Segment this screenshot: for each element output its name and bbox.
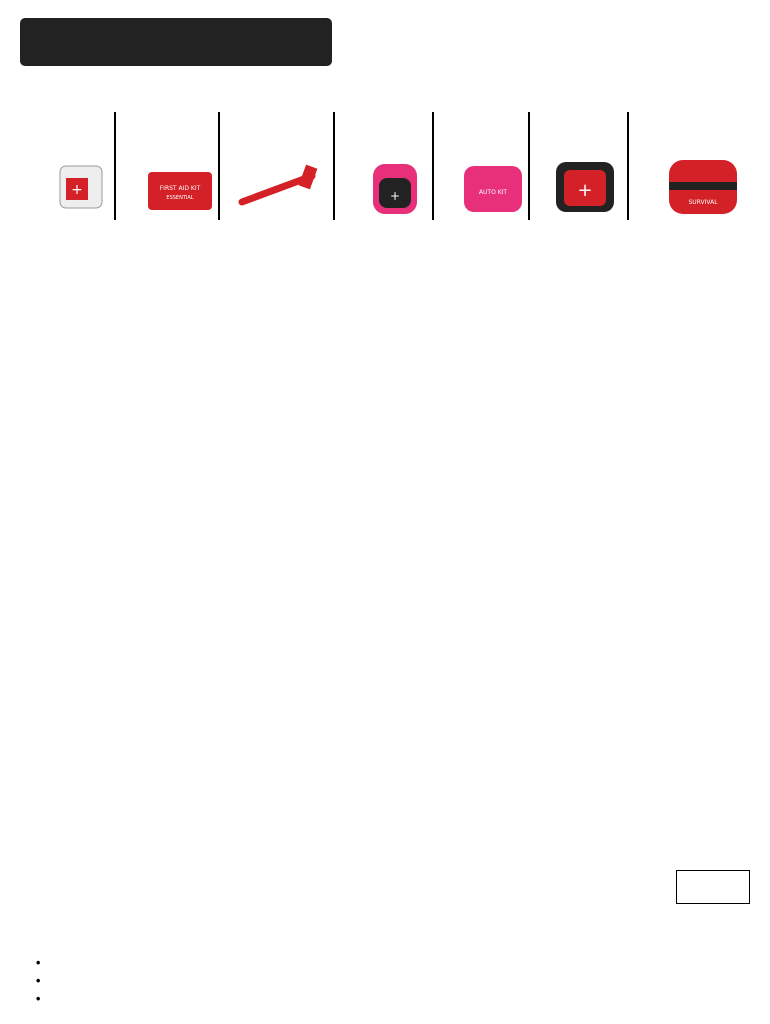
- svg-text:+: +: [389, 189, 401, 203]
- firstaid-logo: [534, 930, 756, 932]
- teacher-name-field[interactable]: [100, 272, 356, 296]
- svg-text:AUTO KIT: AUTO KIT: [478, 189, 508, 196]
- bullet-2: •: [36, 974, 48, 988]
- bullet-1: •: [36, 956, 48, 970]
- bullet-3: •: [36, 992, 48, 1006]
- svg-text:+: +: [71, 182, 83, 198]
- grand-total-field[interactable]: [676, 870, 750, 904]
- svg-text:+: +: [577, 180, 593, 201]
- school-name-field[interactable]: [100, 246, 356, 272]
- student-name-field[interactable]: [100, 297, 356, 323]
- svg-text:FIRST AID KIT: FIRST AID KIT: [159, 185, 201, 192]
- svg-text:ESSENTIAL: ESSENTIAL: [166, 195, 194, 201]
- svg-text:SURVIVAL: SURVIVAL: [688, 199, 718, 206]
